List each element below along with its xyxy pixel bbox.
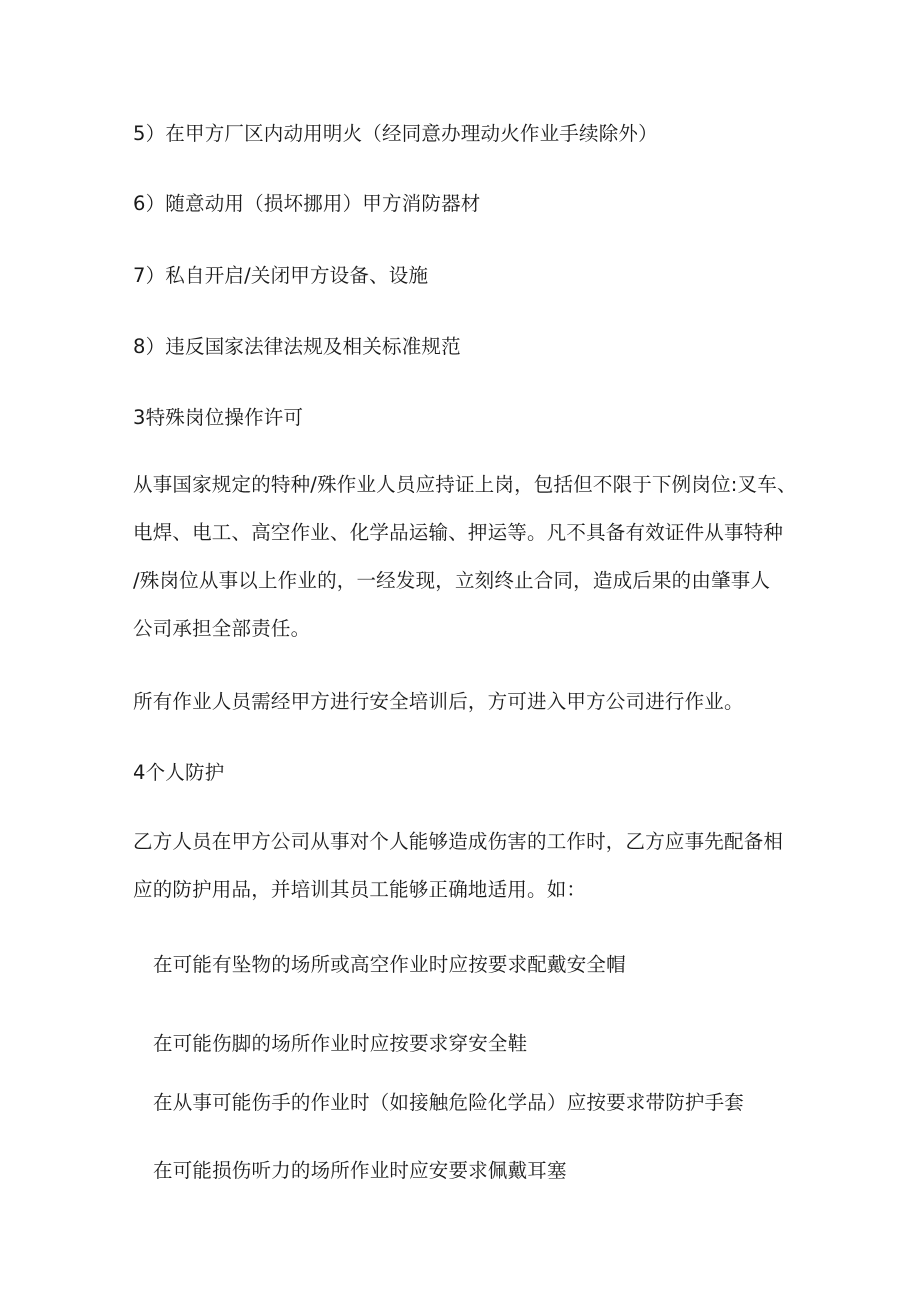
paragraph-line: 公司承担全部责任。 — [133, 617, 311, 640]
section-4-heading: 4个人防护 — [133, 761, 225, 784]
list-item-8: 8）违反国家法律法规及相关标准规范 — [133, 335, 461, 358]
protection-item-gloves: 在从事可能伤手的作业时（如接触危险化学品）应按要求带防护手套 — [153, 1091, 745, 1114]
section-3-heading: 3特殊岗位操作许可 — [133, 406, 304, 429]
list-item-6: 6）随意动用（损坏挪用）甲方消防器材 — [133, 192, 481, 215]
protection-item-earplugs: 在可能损伤听力的场所作业时应安要求佩戴耳塞 — [153, 1159, 567, 1182]
paragraph-line: 乙方人员在甲方公司从事对个人能够造成伤害的工作时，乙方应事先配备相 — [133, 830, 784, 853]
paragraph-line: 从事国家规定的特种/殊作业人员应持证上岗，包括但不限于下例岗位:叉车、 — [133, 473, 797, 496]
list-item-7: 7）私自开启/关闭甲方设备、设施 — [133, 264, 429, 287]
paragraph-line: /殊岗位从事以上作业的，一经发现，立刻终止合同，造成后果的由肇事人 — [133, 569, 771, 592]
section-3-paragraph — [133, 472, 797, 642]
paragraph-line: 电焊、电工、高空作业、化学品运输、押运等。凡不具备有效证件从事特种 — [133, 521, 784, 544]
section-4-paragraph — [133, 829, 783, 903]
list-item-5: 5）在甲方厂区内动用明火（经同意办理动火作业手续除外） — [133, 122, 658, 145]
section-3-training-note: 所有作业人员需经甲方进行安全培训后，方可进入甲方公司进行作业。 — [133, 690, 744, 713]
paragraph-line: 应的防护用品，并培训其员工能够正确地适用。如： — [133, 878, 587, 901]
protection-item-shoes: 在可能伤脚的场所作业时应按要求穿安全鞋 — [153, 1032, 528, 1055]
protection-item-helmet: 在可能有坠物的场所或高空作业时应按要求配戴安全帽 — [153, 953, 626, 976]
